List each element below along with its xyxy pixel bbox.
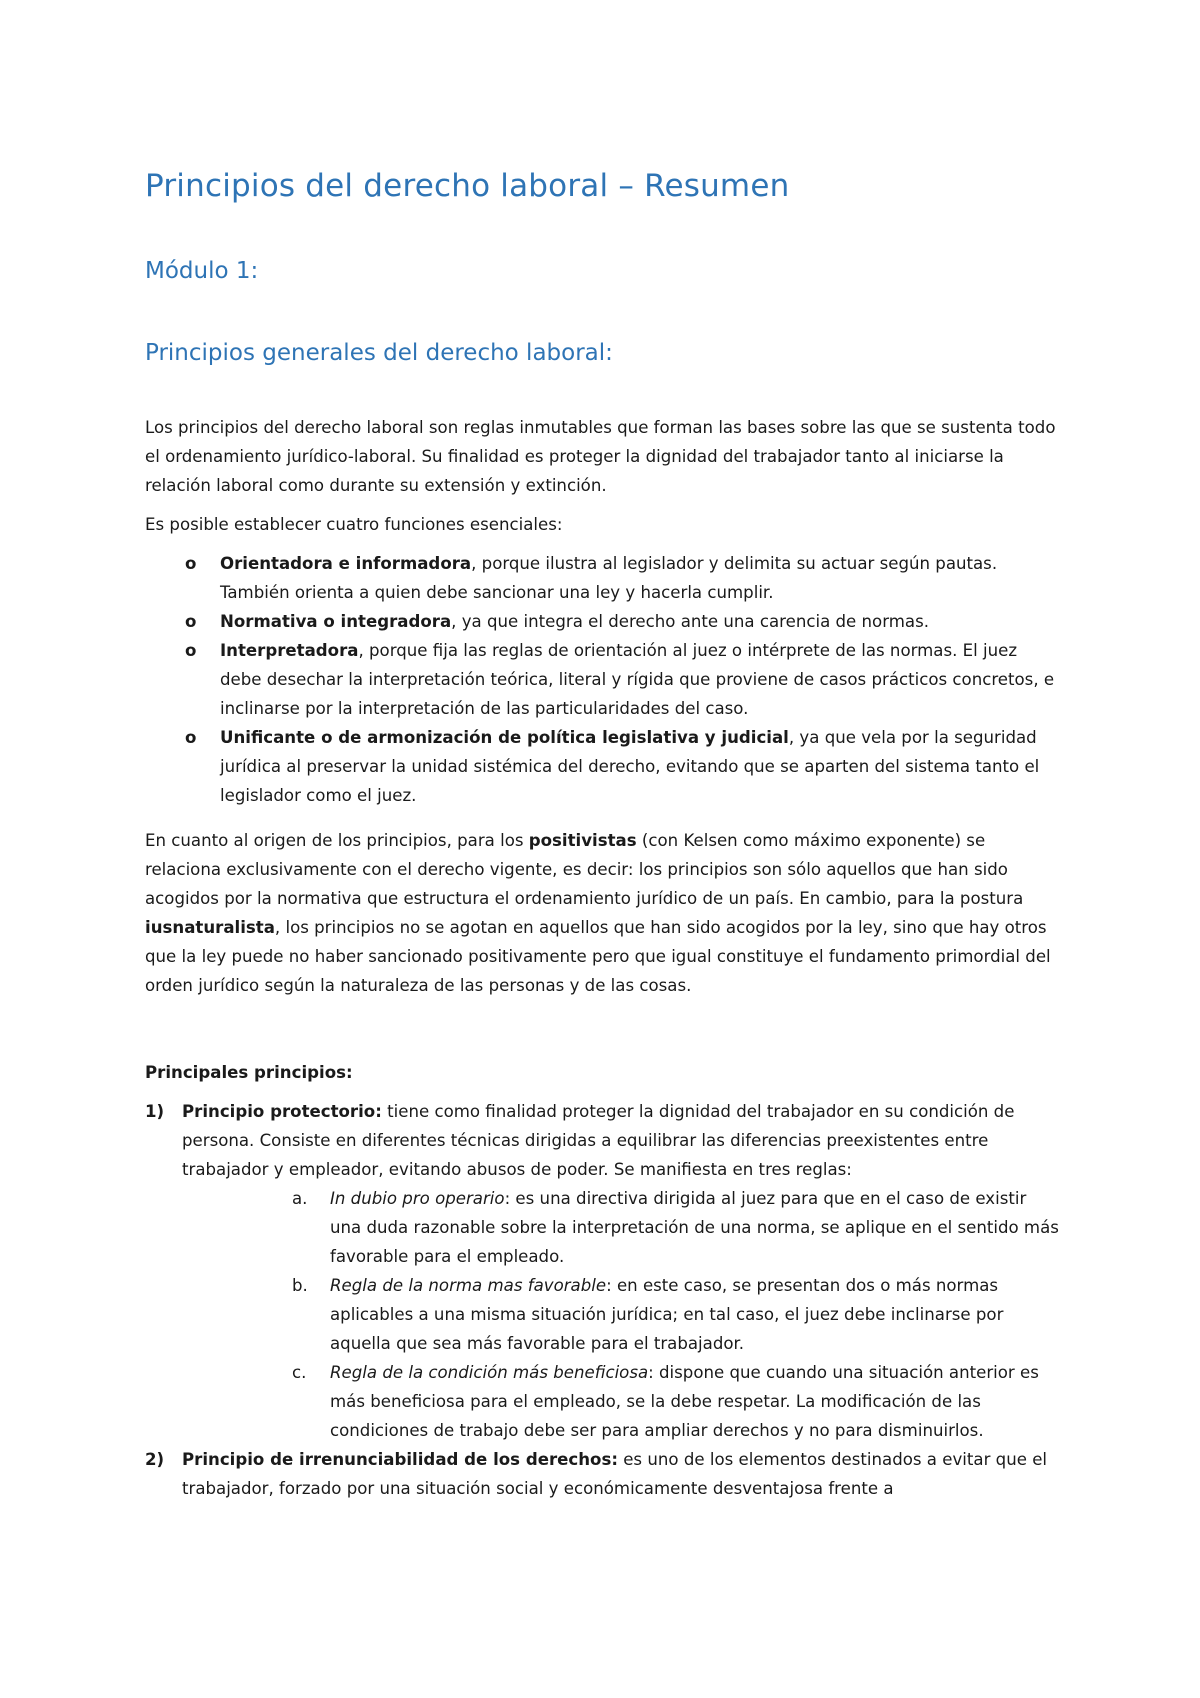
- principle-name: Principio protectorio:: [182, 1102, 382, 1121]
- document-body: [145, 413, 1060, 1503]
- list-letter: a.: [292, 1189, 308, 1208]
- principle-text: tiene como finalidad proteger la dignidad del trabajador en su condición de persona. Consiste en diferentes técnicas dirigidas a equilibrar las diferencias preexistentes entre trabajador y empleador, evitando abusos de poder. Se manifiesta en tres reglas:: [182, 1102, 1015, 1179]
- rule-name: Regla de la norma mas favorable: [330, 1276, 607, 1295]
- rules-list: [182, 1184, 1060, 1445]
- functions-list: [145, 549, 1060, 810]
- rule-text: : dispone que cuando una situación anterior es más beneficiosa para el empleado, se la debe respetar. La modificación de las condiciones de trabajo debe ser para ampliar derechos y no para disminuirlos.: [330, 1363, 1039, 1440]
- list-item: [145, 1445, 1060, 1503]
- rule-name: Regla de la condición más beneficiosa: [330, 1363, 649, 1382]
- function-text: , porque ilustra al legislador y delimita su actuar según pautas. También orienta a quien debe sancionar una ley y hacerla cumplir.: [220, 554, 998, 602]
- function-name: Normativa o integradora: [220, 612, 452, 631]
- list-item: [145, 723, 1060, 810]
- functions-intro: Es posible establecer cuatro funciones esenciales:: [145, 515, 563, 534]
- list-item: [145, 636, 1060, 723]
- iusnaturalista-term: iusnaturalista: [145, 918, 275, 937]
- list-letter: b.: [292, 1276, 308, 1295]
- bullet-marker: o: [185, 728, 197, 747]
- rule-text: : es una directiva dirigida al juez para que en el caso de existir una duda razonable sobre la interpretación de una norma, se aplique en el sentido más favorable para el empleado.: [330, 1189, 1059, 1266]
- list-item: [182, 1358, 1060, 1445]
- rule-text: : en este caso, se presentan dos o más normas aplicables a una misma situación jurídica; en tal caso, el juez debe inclinarse por aquella que sea más favorable para el trabajador.: [330, 1276, 1004, 1353]
- list-number: 2): [145, 1450, 165, 1469]
- function-text: , ya que integra el derecho ante una carencia de normas.: [451, 612, 929, 631]
- principle-text: es uno de los elementos destinados a evitar que el trabajador, forzado por una situación social y económicamente desventajosa frente a: [182, 1450, 1048, 1498]
- function-text: , porque fija las reglas de orientación al juez o intérprete de las normas. El juez debe desechar la interpretación teórica, literal y rígida que proviene de casos prácticos concretos, e inclinarse por la interpretación de las particularidades del caso.: [220, 641, 1055, 718]
- list-number: 1): [145, 1102, 165, 1121]
- bullet-marker: o: [185, 612, 197, 631]
- principles-list: [145, 1097, 1060, 1503]
- origin-paragraph: En cuanto al origen de los principios, para los positivistas (con Kelsen como máximo exponente) se relaciona exclusivamente con el derecho vigente, es decir: los principios son sólo aquellos que han sido acogidos por la normativa que estructura el ordenamiento jurídico de un país. En cambio, para la postura iusnaturalista, los principios no se agotan en aquellos que han sido acogidos por la ley, sino que hay otros que la ley puede no haber sancionado positivamente pero que igual constituye el fundamento primordial del orden jurídico según la naturaleza de las personas y de las cosas.: [145, 831, 1051, 995]
- bullet-marker: o: [185, 641, 197, 660]
- function-name: Unificante o de armonización de política legislativa y judicial: [220, 728, 789, 747]
- function-name: Interpretadora: [220, 641, 359, 660]
- section-heading: Principios generales del derecho laboral:: [145, 340, 613, 366]
- list-item: [145, 607, 1060, 636]
- function-name: Orientadora e informadora: [220, 554, 472, 573]
- module-heading: Módulo 1:: [145, 258, 259, 284]
- list-item: [145, 549, 1060, 607]
- bullet-marker: o: [185, 554, 197, 573]
- list-letter: c.: [292, 1363, 307, 1382]
- document-title: Principios del derecho laboral – Resumen: [145, 168, 790, 204]
- list-item: [182, 1271, 1060, 1358]
- list-item: [145, 1097, 1060, 1445]
- list-item: [182, 1184, 1060, 1271]
- function-text: , ya que vela por la seguridad jurídica al preservar la unidad sistémica del derecho, evitando que se aparten del sistema tanto el legislador como el juez.: [220, 728, 1040, 805]
- positivistas-term: positivistas: [528, 831, 637, 850]
- principles-heading: Principales principios:: [145, 1063, 353, 1082]
- intro-paragraph: Los principios del derecho laboral son reglas inmutables que forman las bases sobre las que se sustenta todo el ordenamiento jurídico-laboral. Su finalidad es proteger la dignidad del trabajador tanto al iniciarse la relación laboral como durante su extensión y extinción.: [145, 418, 1056, 495]
- rule-name: In dubio pro operario: [330, 1189, 505, 1208]
- principle-name: Principio de irrenunciabilidad de los derechos:: [182, 1450, 618, 1469]
